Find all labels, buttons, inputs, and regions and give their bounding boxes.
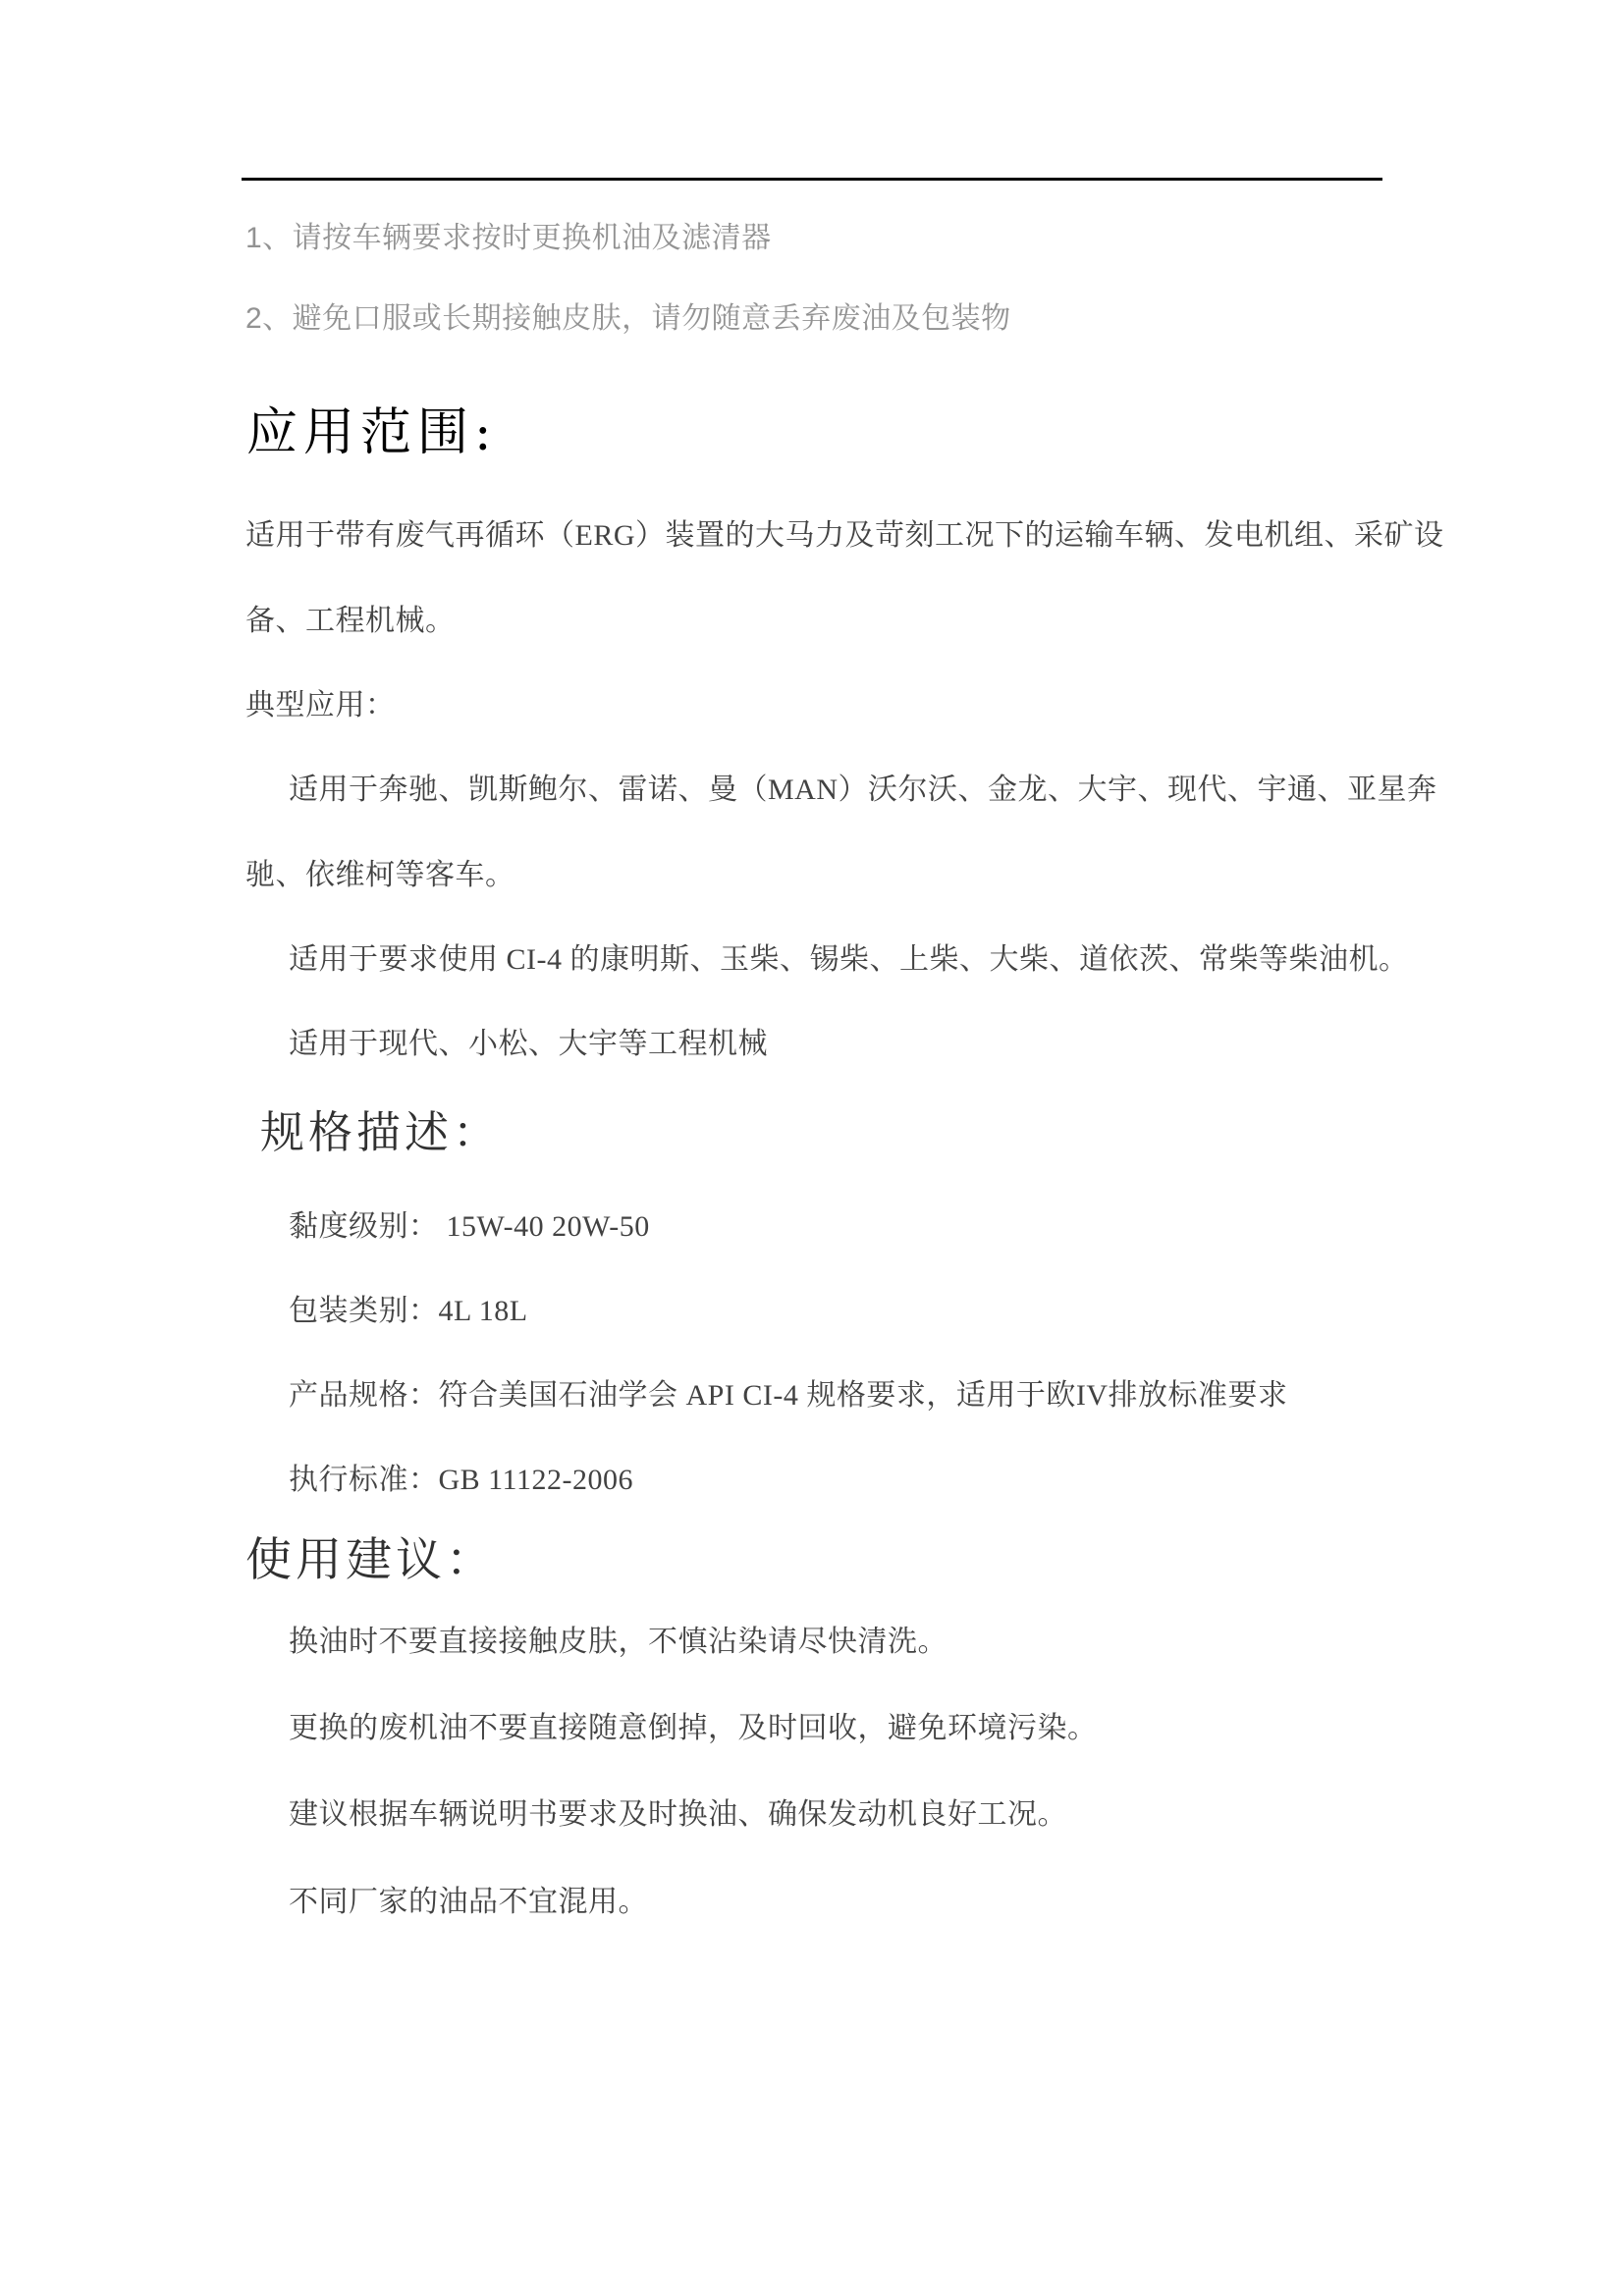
advice-line-2: 更换的废机油不要直接随意倒掉，及时回收，避免环境污染。 [289,1712,1098,1744]
usage-advice-heading: 使用建议： [245,1533,496,1585]
typical-bus-line-2: 驰、依维柯等客车。 [245,859,515,891]
spec-product-standard: 产品规格：符合美国石油学会 API CI-4 规格要求，适用于欧IV排放标准要求 [289,1379,1288,1412]
safety-note-1: 1、请按车辆要求按时更换机油及滤清器 [245,222,772,254]
application-intro-line-1: 适用于带有废气再循环（ERG）装置的大马力及苛刻工况下的运输车辆、发电机组、采矿设 [245,519,1444,552]
advice-line-3: 建议根据车辆说明书要求及时换油、确保发动机良好工况。 [289,1798,1067,1831]
typical-application-label: 典型应用： [245,689,396,721]
spec-packaging-type: 包装类别：4L 18L [289,1295,528,1327]
typical-machinery-line: 适用于现代、小松、大宇等工程机械 [289,1028,768,1060]
typical-bus-line-1: 适用于奔驰、凯斯鲍尔、雷诺、曼（MAN）沃尔沃、金龙、大宇、现代、宇通、亚星奔 [289,774,1437,806]
spec-viscosity-grade: 黏度级别： 15W-40 20W-50 [289,1210,650,1243]
horizontal-rule [242,178,1382,181]
typical-diesel-engines-line: 适用于要求使用 CI-4 的康明斯、玉柴、锡柴、上柴、大柴、道依茨、常柴等柴油机。 [289,943,1409,976]
advice-line-4: 不同厂家的油品不宜混用。 [289,1886,648,1918]
application-intro-line-2: 备、工程机械。 [245,605,456,637]
specification-heading: 规格描述： [260,1107,502,1157]
advice-line-1: 换油时不要直接接触皮肤，不慎沾染请尽快清洗。 [289,1626,947,1658]
safety-note-2: 2、避免口服或长期接触皮肤，请勿随意丢弃废油及包装物 [245,302,1011,335]
application-scope-heading: 应用范围: [246,403,498,462]
spec-execution-standard: 执行标准：GB 11122-2006 [289,1464,633,1496]
